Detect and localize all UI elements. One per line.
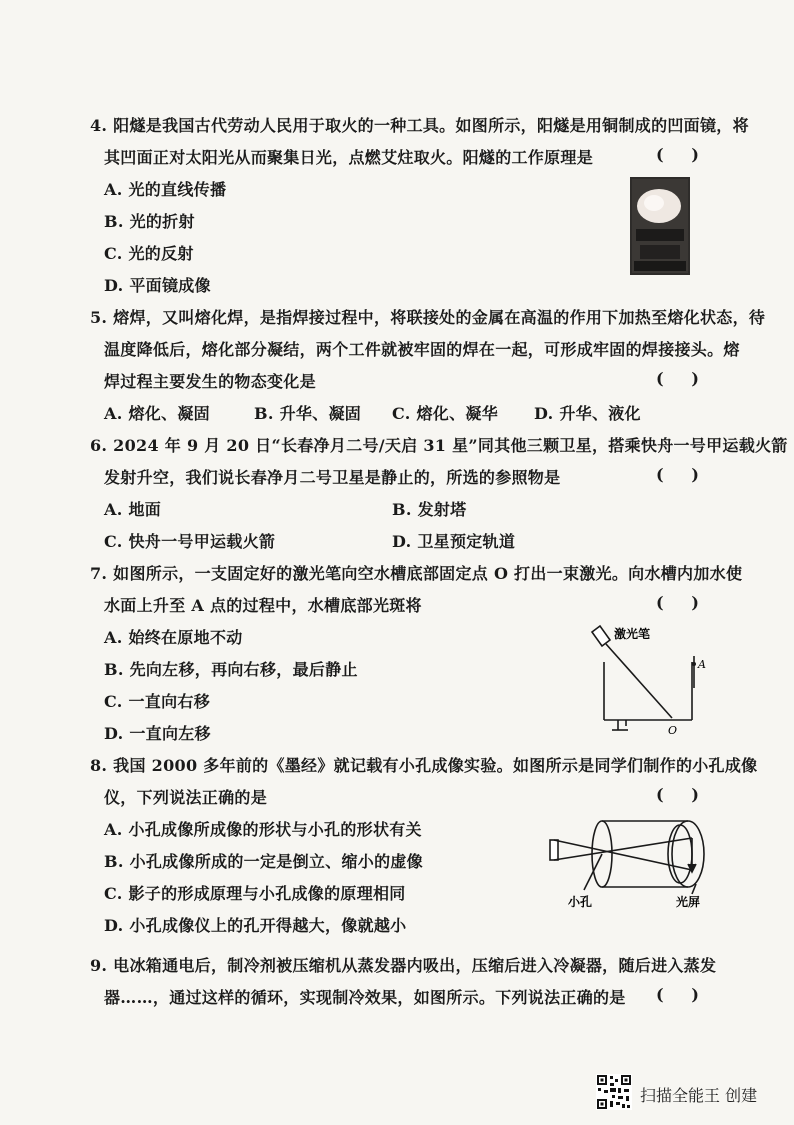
q7-option-b: B. 先向左移，再向右移，最后静止 [104, 660, 358, 679]
q6-stem-line2: 发射升空，我们说长春净月二号卫星是静止的，所选的参照物是 [104, 468, 561, 487]
yangsui-photo [630, 177, 690, 275]
q5-option-b: B. 升华、凝固 [254, 404, 362, 423]
fig8-label-screen: 光屏 [676, 895, 701, 909]
q5-stem-line3: 焊过程主要发生的物态变化是 [104, 372, 316, 391]
q5-answer-paren: ( ) [656, 369, 699, 388]
qr-code-icon [596, 1074, 632, 1110]
q7-stem-line1: 7. 如图所示，一支固定好的激光笔向空水槽底部固定点 O 打出一束激光。向水槽内加水使 [90, 564, 743, 583]
fig7-label-a: A [698, 658, 706, 671]
q5-option-d: D. 升华、液化 [534, 404, 641, 423]
q7-answer-paren: ( ) [656, 593, 699, 612]
scanner-watermark-text: 扫描全能王 创建 [640, 1086, 758, 1105]
q6-answer-paren: ( ) [656, 465, 699, 484]
q8-option-b: B. 小孔成像所成的一定是倒立、缩小的虚像 [104, 852, 423, 871]
fig7-label-laser-pen: 激光笔 [614, 627, 651, 641]
q5-option-a: A. 熔化、凝固 [104, 404, 210, 423]
q7-option-d: D. 一直向左移 [104, 724, 211, 743]
q9-stem-line2: 器……，通过这样的循环，实现制冷效果，如图所示。下列说法正确的是 [104, 988, 626, 1007]
q5-stem-line1: 5. 熔焊，又叫熔化焊，是指焊接过程中，将联接处的金属在高温的作用下加热至熔化状态，待 [90, 308, 766, 327]
q6-stem-line1: 6. 2024 年 9 月 20 日“长春净月二号/天启 31 星”同其他三颗卫星，搭乘快舟一号甲运载火箭 [90, 436, 788, 455]
pinhole-camera-diagram [546, 814, 716, 910]
q8-option-a: A. 小孔成像所成像的形状与小孔的形状有关 [104, 820, 422, 839]
q6-option-d: D. 卫星预定轨道 [392, 532, 516, 551]
q6-option-b: B. 发射塔 [392, 500, 467, 519]
q7-option-a: A. 始终在原地不动 [104, 628, 243, 647]
q6-option-c: C. 快舟一号甲运载火箭 [104, 532, 276, 551]
q9-stem-line1: 9. 电冰箱通电后，制冷剂被压缩机从蒸发器内吸出，压缩后进入冷凝器，随后进入蒸发 [90, 956, 717, 975]
q4-answer-paren: ( ) [656, 145, 699, 164]
q4-option-c: C. 光的反射 [104, 244, 194, 263]
q8-answer-paren: ( ) [656, 785, 699, 804]
q4-stem-line1: 4. 阳燧是我国古代劳动人民用于取火的一种工具。如图所示，阳燧是用铜制成的凹面镜，将 [90, 116, 749, 135]
q5-option-c: C. 熔化、凝华 [392, 404, 498, 423]
q8-option-c: C. 影子的形成原理与小孔成像的原理相同 [104, 884, 406, 903]
q8-option-d: D. 小孔成像仪上的孔开得越大，像就越小 [104, 916, 407, 935]
q4-stem-line2: 其凹面正对太阳光从而聚集日光，点燃艾炷取火。阳燧的工作原理是 [104, 148, 594, 167]
laser-tank-diagram [584, 622, 714, 740]
fig8-label-hole: 小孔 [568, 895, 593, 909]
q6-option-a: A. 地面 [104, 500, 162, 519]
q4-option-b: B. 光的折射 [104, 212, 195, 231]
q8-stem-line2: 仪，下列说法正确的是 [104, 788, 268, 807]
point-a-marker [692, 662, 696, 666]
q5-stem-line2: 温度降低后，熔化部分凝结，两个工件就被牢固的焊在一起，可形成牢固的焊接接头。熔 [104, 340, 740, 359]
q4-option-a: A. 光的直线传播 [104, 180, 227, 199]
q7-stem-line2: 水面上升至 A 点的过程中，水槽底部光斑将 [104, 596, 422, 615]
q4-option-d: D. 平面镜成像 [104, 276, 211, 295]
fig7-label-o: O [668, 724, 678, 737]
q7-option-c: C. 一直向右移 [104, 692, 210, 711]
q8-stem-line1: 8. 我国 2000 多年前的《墨经》就记载有小孔成像实验。如图所示是同学们制作的小孔成像 [90, 756, 758, 775]
q9-answer-paren: ( ) [656, 985, 699, 1004]
